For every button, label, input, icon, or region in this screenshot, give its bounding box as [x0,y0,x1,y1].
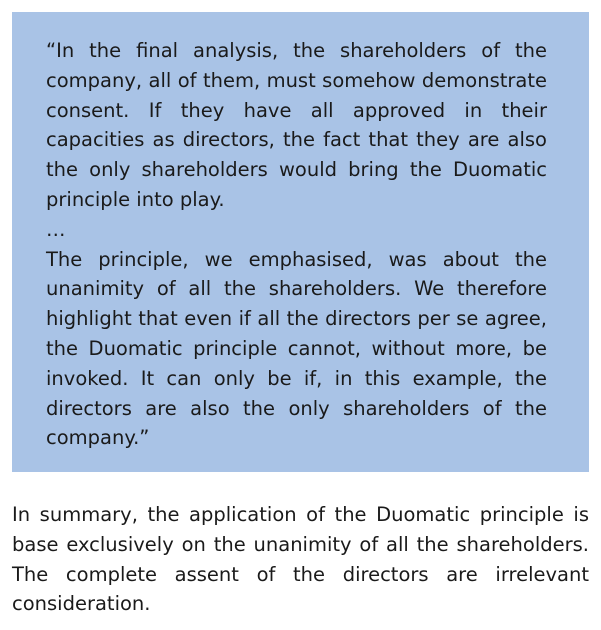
summary-paragraph: In summary, the application of the Duomatic principle is base exclusively on the unanimity of all the shareholders. The complete assent of the directors are irrelevant consideration. [12,503,589,616]
quote-ellipsis: … [46,217,66,241]
quote-block [12,12,589,472]
quote-paragraph-2: The principle, we emphasised, was about the unanimity of all the shareholders. We therefore highlight that even if all the directors per se agree, the Duomatic principle cannot, without more, be invoked. It can only be if, in this example, the directors are also the only shareholders of the company.” [46,247,547,450]
quote-paragraph-1: “In the final analysis, the shareholders of the company, all of them, must somehow demonstrate consent. If they have all approved in their capacities as directors, the fact that they are also the only shareholders would bring the Duomatic principle into play. [46,39,547,211]
